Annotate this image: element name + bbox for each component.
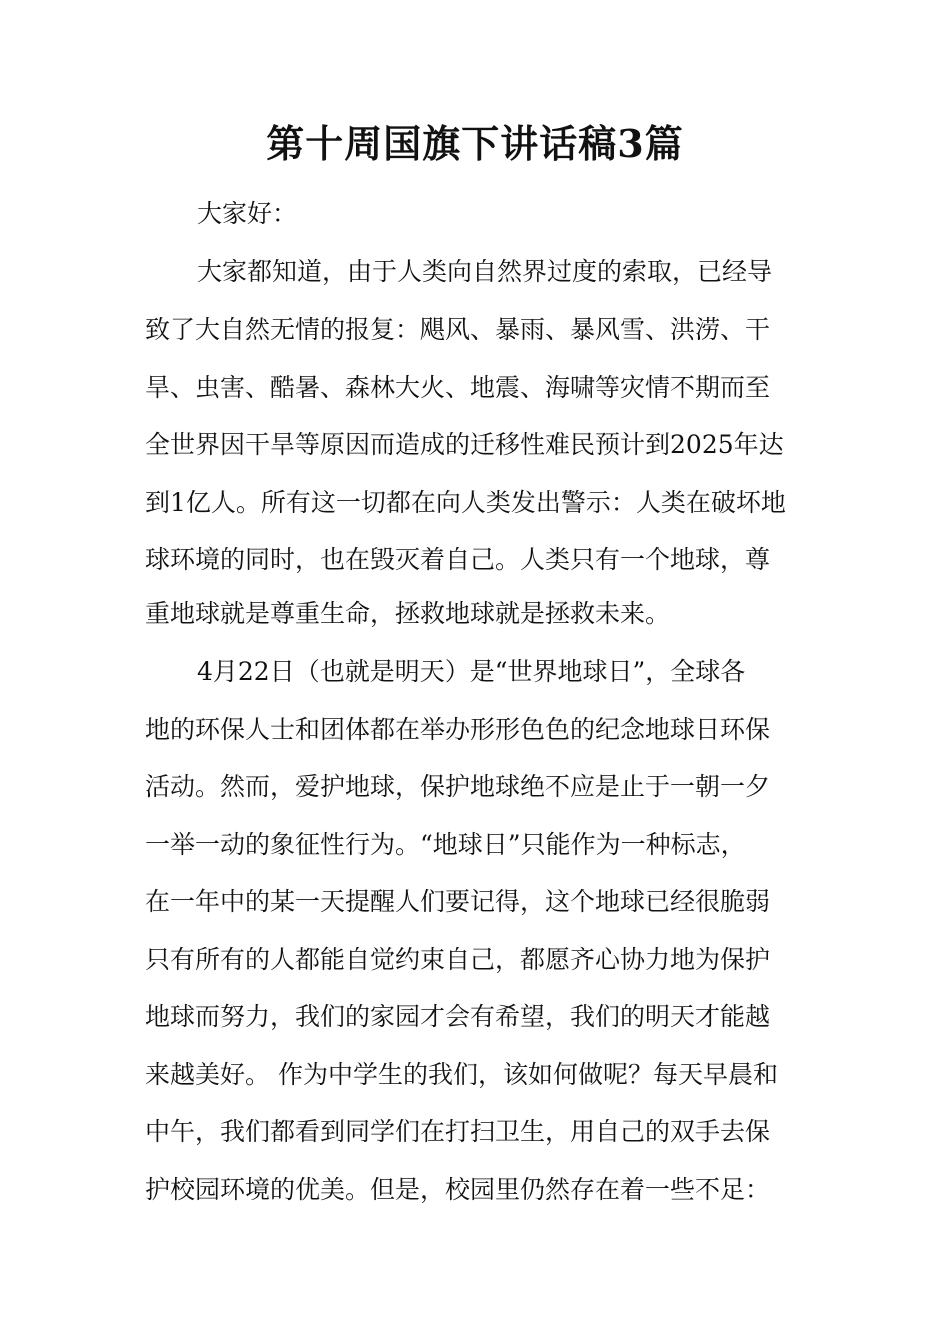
paragraph-2-line-9: 中午，我们都看到同学们在打扫卫生，用自己的双手去保 bbox=[145, 1117, 771, 1146]
paragraph-2-line-4: 一举一动的象征性行为。“地球日”只能作为一种标志， bbox=[145, 830, 746, 859]
paragraph-2-line-10: 护校园环境的优美。但是，校园里仍然存在着一些不足： bbox=[145, 1175, 771, 1204]
paragraph-1-line-1: 大家都知道，由于人类向自然界过度的索取，已经导 bbox=[197, 257, 773, 286]
paragraph-2-line-2: 地的环保人士和团体都在举办形形色色的纪念地球日环保 bbox=[145, 715, 771, 744]
paragraph-1-line-5: 到1亿人。所有这一切都在向人类发出警示：人类在破坏地 bbox=[145, 488, 786, 517]
paragraph-2-line-1: 4月22日（也就是明天）是“世界地球日”，全球各 bbox=[197, 657, 746, 686]
document-title: 第十周国旗下讲话稿3篇 bbox=[266, 121, 684, 166]
paragraph-2-line-5: 在一年中的某一天提醒人们要记得，这个地球已经很脆弱 bbox=[145, 887, 771, 916]
paragraph-1-line-2: 致了大自然无情的报复：飓风、暴雨、暴风雪、洪涝、干 bbox=[145, 315, 771, 344]
paragraph-2-line-8: 来越美好。 作为中学生的我们，该如何做呢？每天早晨和 bbox=[145, 1060, 778, 1089]
paragraph-2-line-3: 活动。然而，爱护地球，保护地球绝不应是止于一朝一夕 bbox=[145, 772, 771, 801]
greeting-line: 大家好： bbox=[197, 199, 298, 228]
paragraph-2-line-6: 只有所有的人都能自觉约束自己，都愿齐心协力地为保护 bbox=[145, 945, 771, 974]
paragraph-1-line-3: 旱、虫害、酷暑、森林大火、地震、海啸等灾情不期而至 bbox=[145, 373, 771, 402]
paragraph-1-line-4: 全世界因干旱等原因而造成的迁移性难民预计到2025年达 bbox=[145, 430, 784, 459]
paragraph-1-line-6: 球环境的同时，也在毁灭着自己。人类只有一个地球，尊 bbox=[145, 545, 771, 574]
paragraph-2-line-7: 地球而努力，我们的家园才会有希望，我们的明天才能越 bbox=[145, 1002, 771, 1031]
paragraph-1-line-7: 重地球就是尊重生命，拯救地球就是拯救未来。 bbox=[145, 599, 671, 628]
